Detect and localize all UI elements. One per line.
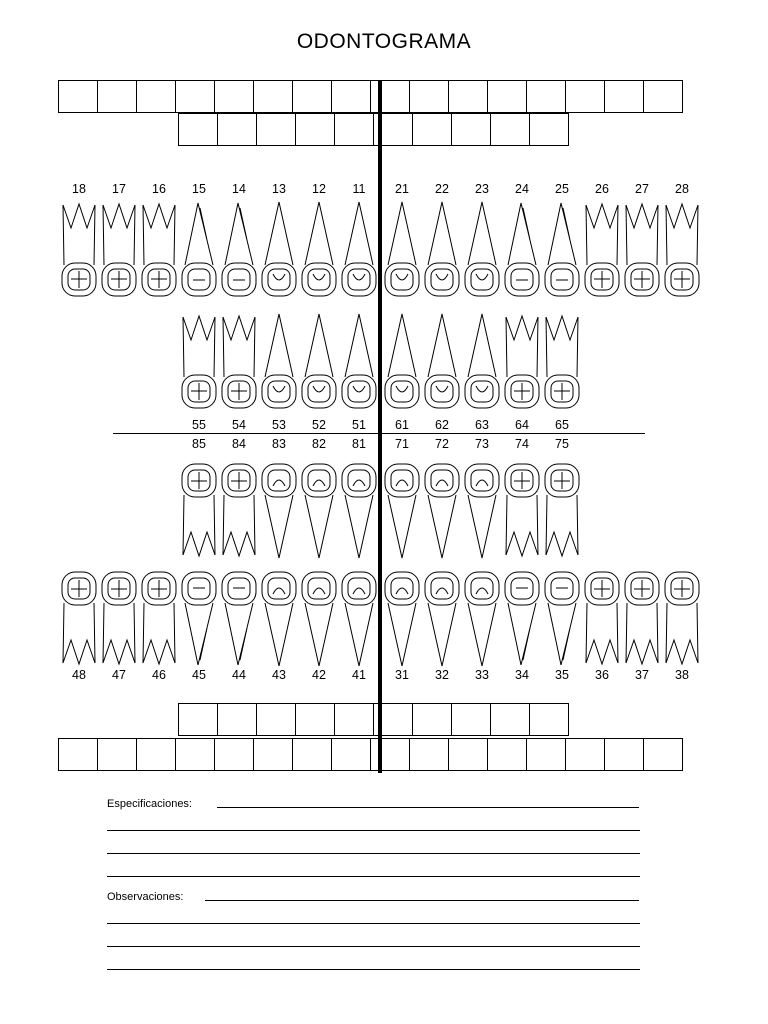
especificaciones-line-4[interactable] bbox=[107, 876, 640, 877]
upper-primary-tooth[interactable] bbox=[219, 312, 259, 417]
upper-permanent-tooth-number: 17 bbox=[112, 182, 126, 196]
upper-primary-tooth-number: 54 bbox=[232, 418, 246, 432]
upper-permanent-tooth-number: 24 bbox=[515, 182, 529, 196]
especificaciones-line-2[interactable] bbox=[107, 830, 640, 831]
upper-permanent-cell[interactable] bbox=[175, 80, 215, 113]
upper-permanent-tooth-number: 21 bbox=[395, 182, 409, 196]
upper-primary-tooth-number: 62 bbox=[435, 418, 449, 432]
upper-permanent-tooth[interactable] bbox=[99, 200, 139, 305]
upper-permanent-cell[interactable] bbox=[565, 80, 605, 113]
upper-permanent-cell[interactable] bbox=[370, 80, 410, 113]
lower-primary-tooth-number: 83 bbox=[272, 437, 286, 451]
observaciones-line-4[interactable] bbox=[107, 969, 640, 970]
upper-primary-grid bbox=[179, 113, 569, 146]
upper-permanent-tooth[interactable] bbox=[179, 200, 219, 305]
lower-primary-tooth-number: 71 bbox=[395, 437, 409, 451]
upper-permanent-cell[interactable] bbox=[214, 80, 254, 113]
lower-primary-grid bbox=[179, 703, 569, 736]
upper-permanent-tooth-number: 28 bbox=[675, 182, 689, 196]
upper-primary-cell[interactable] bbox=[334, 113, 374, 146]
upper-permanent-tooth-number: 22 bbox=[435, 182, 449, 196]
lower-permanent-grid bbox=[59, 738, 683, 771]
upper-permanent-tooth[interactable] bbox=[339, 200, 379, 305]
lower-primary-cell[interactable] bbox=[334, 703, 374, 736]
upper-permanent-tooth-number: 18 bbox=[72, 182, 86, 196]
upper-permanent-cell[interactable] bbox=[643, 80, 683, 113]
lower-permanent-tooth[interactable] bbox=[59, 568, 99, 673]
upper-primary-tooth[interactable] bbox=[259, 312, 299, 417]
lower-permanent-tooth[interactable] bbox=[99, 568, 139, 673]
lower-permanent-cell[interactable] bbox=[448, 738, 488, 771]
upper-primary-tooth-number: 55 bbox=[192, 418, 206, 432]
lower-primary-tooth-number: 73 bbox=[475, 437, 489, 451]
lower-permanent-tooth-number: 48 bbox=[72, 668, 86, 682]
upper-permanent-tooth[interactable] bbox=[422, 200, 462, 305]
upper-permanent-tooth[interactable] bbox=[462, 200, 502, 305]
lower-permanent-tooth-number: 44 bbox=[232, 668, 246, 682]
page-title: ODONTOGRAMA bbox=[296, 30, 472, 53]
lower-permanent-cell[interactable] bbox=[97, 738, 137, 771]
upper-primary-cell[interactable] bbox=[178, 113, 218, 146]
lower-permanent-tooth-number: 37 bbox=[635, 668, 649, 682]
lower-primary-tooth-number: 72 bbox=[435, 437, 449, 451]
observaciones-line-1[interactable] bbox=[205, 900, 639, 901]
upper-primary-tooth[interactable] bbox=[179, 312, 219, 417]
upper-permanent-tooth[interactable] bbox=[382, 200, 422, 305]
lower-primary-tooth-number: 74 bbox=[515, 437, 529, 451]
lower-permanent-tooth-number: 34 bbox=[515, 668, 529, 682]
lower-primary-cell[interactable] bbox=[490, 703, 530, 736]
lower-primary-cell[interactable] bbox=[178, 703, 218, 736]
upper-permanent-tooth[interactable] bbox=[662, 200, 702, 305]
lower-permanent-tooth-number: 33 bbox=[475, 668, 489, 682]
lower-primary-tooth[interactable] bbox=[179, 460, 219, 565]
upper-permanent-cell[interactable] bbox=[409, 80, 449, 113]
upper-permanent-grid bbox=[59, 80, 683, 113]
lower-permanent-tooth[interactable] bbox=[339, 568, 379, 673]
upper-permanent-tooth[interactable] bbox=[542, 200, 582, 305]
lower-permanent-tooth-number: 35 bbox=[555, 668, 569, 682]
lower-primary-tooth-number: 75 bbox=[555, 437, 569, 451]
lower-permanent-cell[interactable] bbox=[253, 738, 293, 771]
lower-permanent-tooth[interactable] bbox=[219, 568, 259, 673]
lower-permanent-cell[interactable] bbox=[331, 738, 371, 771]
upper-primary-cell[interactable] bbox=[412, 113, 452, 146]
lower-permanent-tooth[interactable] bbox=[462, 568, 502, 673]
upper-permanent-tooth-number: 25 bbox=[555, 182, 569, 196]
upper-permanent-tooth-number: 23 bbox=[475, 182, 489, 196]
upper-primary-tooth[interactable] bbox=[382, 312, 422, 417]
lower-permanent-cell[interactable] bbox=[58, 738, 98, 771]
upper-primary-tooth[interactable] bbox=[422, 312, 462, 417]
lower-permanent-tooth-number: 42 bbox=[312, 668, 326, 682]
lower-permanent-tooth-number: 41 bbox=[352, 668, 366, 682]
lower-primary-tooth[interactable] bbox=[339, 460, 379, 565]
especificaciones-line-1[interactable] bbox=[217, 807, 639, 808]
upper-primary-cell[interactable] bbox=[490, 113, 530, 146]
lower-primary-tooth[interactable] bbox=[422, 460, 462, 565]
lower-permanent-tooth-number: 36 bbox=[595, 668, 609, 682]
upper-primary-cell[interactable] bbox=[295, 113, 335, 146]
lower-permanent-tooth-number: 47 bbox=[112, 668, 126, 682]
upper-permanent-tooth[interactable] bbox=[59, 200, 99, 305]
lower-permanent-cell[interactable] bbox=[136, 738, 176, 771]
especificaciones-line-3[interactable] bbox=[107, 853, 640, 854]
upper-permanent-tooth-number: 16 bbox=[152, 182, 166, 196]
lower-permanent-cell[interactable] bbox=[292, 738, 332, 771]
lower-primary-tooth-number: 81 bbox=[352, 437, 366, 451]
lower-primary-tooth[interactable] bbox=[382, 460, 422, 565]
lower-primary-cell[interactable] bbox=[295, 703, 335, 736]
upper-permanent-cell[interactable] bbox=[487, 80, 527, 113]
upper-permanent-tooth[interactable] bbox=[502, 200, 542, 305]
upper-permanent-tooth-number: 11 bbox=[352, 182, 366, 196]
upper-permanent-tooth[interactable] bbox=[219, 200, 259, 305]
lower-permanent-tooth[interactable] bbox=[179, 568, 219, 673]
lower-primary-tooth[interactable] bbox=[462, 460, 502, 565]
lower-permanent-tooth[interactable] bbox=[299, 568, 339, 673]
lower-permanent-tooth[interactable] bbox=[582, 568, 622, 673]
lower-permanent-tooth-number: 46 bbox=[152, 668, 166, 682]
lower-permanent-cell[interactable] bbox=[604, 738, 644, 771]
upper-permanent-cell[interactable] bbox=[448, 80, 488, 113]
upper-primary-tooth-number: 65 bbox=[555, 418, 569, 432]
lower-permanent-tooth[interactable] bbox=[422, 568, 462, 673]
upper-primary-tooth[interactable] bbox=[542, 312, 582, 417]
upper-permanent-cell[interactable] bbox=[331, 80, 371, 113]
upper-primary-tooth[interactable] bbox=[339, 312, 379, 417]
especificaciones-label: Especificaciones: bbox=[107, 798, 192, 810]
lower-permanent-cell[interactable] bbox=[565, 738, 605, 771]
lower-primary-cell[interactable] bbox=[256, 703, 296, 736]
lower-permanent-tooth[interactable] bbox=[622, 568, 662, 673]
upper-permanent-cell[interactable] bbox=[292, 80, 332, 113]
upper-permanent-cell[interactable] bbox=[97, 80, 137, 113]
lower-permanent-cell[interactable] bbox=[214, 738, 254, 771]
lower-permanent-tooth-number: 43 bbox=[272, 668, 286, 682]
upper-primary-tooth-number: 51 bbox=[352, 418, 366, 432]
lower-primary-tooth[interactable] bbox=[542, 460, 582, 565]
upper-primary-cell[interactable] bbox=[256, 113, 296, 146]
upper-primary-cell[interactable] bbox=[217, 113, 257, 146]
lower-permanent-tooth[interactable] bbox=[502, 568, 542, 673]
upper-primary-tooth-number: 61 bbox=[395, 418, 409, 432]
upper-permanent-cell[interactable] bbox=[604, 80, 644, 113]
observaciones-label: Observaciones: bbox=[107, 891, 184, 903]
lower-primary-tooth[interactable] bbox=[502, 460, 542, 565]
upper-permanent-tooth-number: 12 bbox=[312, 182, 326, 196]
lower-permanent-tooth-number: 45 bbox=[192, 668, 206, 682]
upper-primary-tooth-number: 52 bbox=[312, 418, 326, 432]
lower-primary-tooth[interactable] bbox=[259, 460, 299, 565]
upper-permanent-cell[interactable] bbox=[253, 80, 293, 113]
upper-permanent-cell[interactable] bbox=[136, 80, 176, 113]
observaciones-line-2[interactable] bbox=[107, 923, 640, 924]
lower-permanent-tooth[interactable] bbox=[382, 568, 422, 673]
upper-primary-tooth[interactable] bbox=[462, 312, 502, 417]
lower-primary-cell[interactable] bbox=[451, 703, 491, 736]
lower-permanent-cell[interactable] bbox=[409, 738, 449, 771]
lower-permanent-tooth[interactable] bbox=[662, 568, 702, 673]
primary-separator-line bbox=[113, 433, 645, 434]
lower-primary-tooth[interactable] bbox=[219, 460, 259, 565]
lower-permanent-tooth-number: 38 bbox=[675, 668, 689, 682]
observaciones-line-3[interactable] bbox=[107, 946, 640, 947]
upper-permanent-tooth[interactable] bbox=[139, 200, 179, 305]
upper-permanent-tooth[interactable] bbox=[259, 200, 299, 305]
upper-primary-cell[interactable] bbox=[451, 113, 491, 146]
lower-primary-tooth-number: 84 bbox=[232, 437, 246, 451]
lower-permanent-tooth-number: 32 bbox=[435, 668, 449, 682]
upper-permanent-tooth-number: 13 bbox=[272, 182, 286, 196]
upper-primary-tooth-number: 63 bbox=[475, 418, 489, 432]
lower-permanent-cell[interactable] bbox=[487, 738, 527, 771]
lower-primary-tooth[interactable] bbox=[299, 460, 339, 565]
lower-primary-tooth-number: 85 bbox=[192, 437, 206, 451]
upper-primary-tooth-number: 64 bbox=[515, 418, 529, 432]
lower-permanent-cell[interactable] bbox=[370, 738, 410, 771]
upper-permanent-cell[interactable] bbox=[58, 80, 98, 113]
upper-permanent-tooth-number: 15 bbox=[192, 182, 206, 196]
lower-permanent-cell[interactable] bbox=[175, 738, 215, 771]
lower-permanent-tooth[interactable] bbox=[259, 568, 299, 673]
upper-permanent-tooth[interactable] bbox=[582, 200, 622, 305]
lower-primary-cell[interactable] bbox=[412, 703, 452, 736]
upper-primary-tooth-number: 53 bbox=[272, 418, 286, 432]
lower-permanent-cell[interactable] bbox=[643, 738, 683, 771]
lower-primary-cell[interactable] bbox=[217, 703, 257, 736]
lower-primary-cell[interactable] bbox=[529, 703, 569, 736]
upper-primary-tooth[interactable] bbox=[502, 312, 542, 417]
upper-permanent-tooth-number: 26 bbox=[595, 182, 609, 196]
lower-permanent-tooth-number: 31 bbox=[395, 668, 409, 682]
upper-permanent-tooth-number: 27 bbox=[635, 182, 649, 196]
lower-permanent-cell[interactable] bbox=[526, 738, 566, 771]
upper-primary-tooth[interactable] bbox=[299, 312, 339, 417]
upper-permanent-tooth[interactable] bbox=[299, 200, 339, 305]
upper-permanent-tooth[interactable] bbox=[622, 200, 662, 305]
upper-permanent-tooth-number: 14 bbox=[232, 182, 246, 196]
lower-permanent-tooth[interactable] bbox=[542, 568, 582, 673]
lower-primary-tooth-number: 82 bbox=[312, 437, 326, 451]
upper-permanent-cell[interactable] bbox=[526, 80, 566, 113]
lower-permanent-tooth[interactable] bbox=[139, 568, 179, 673]
upper-primary-cell[interactable] bbox=[529, 113, 569, 146]
